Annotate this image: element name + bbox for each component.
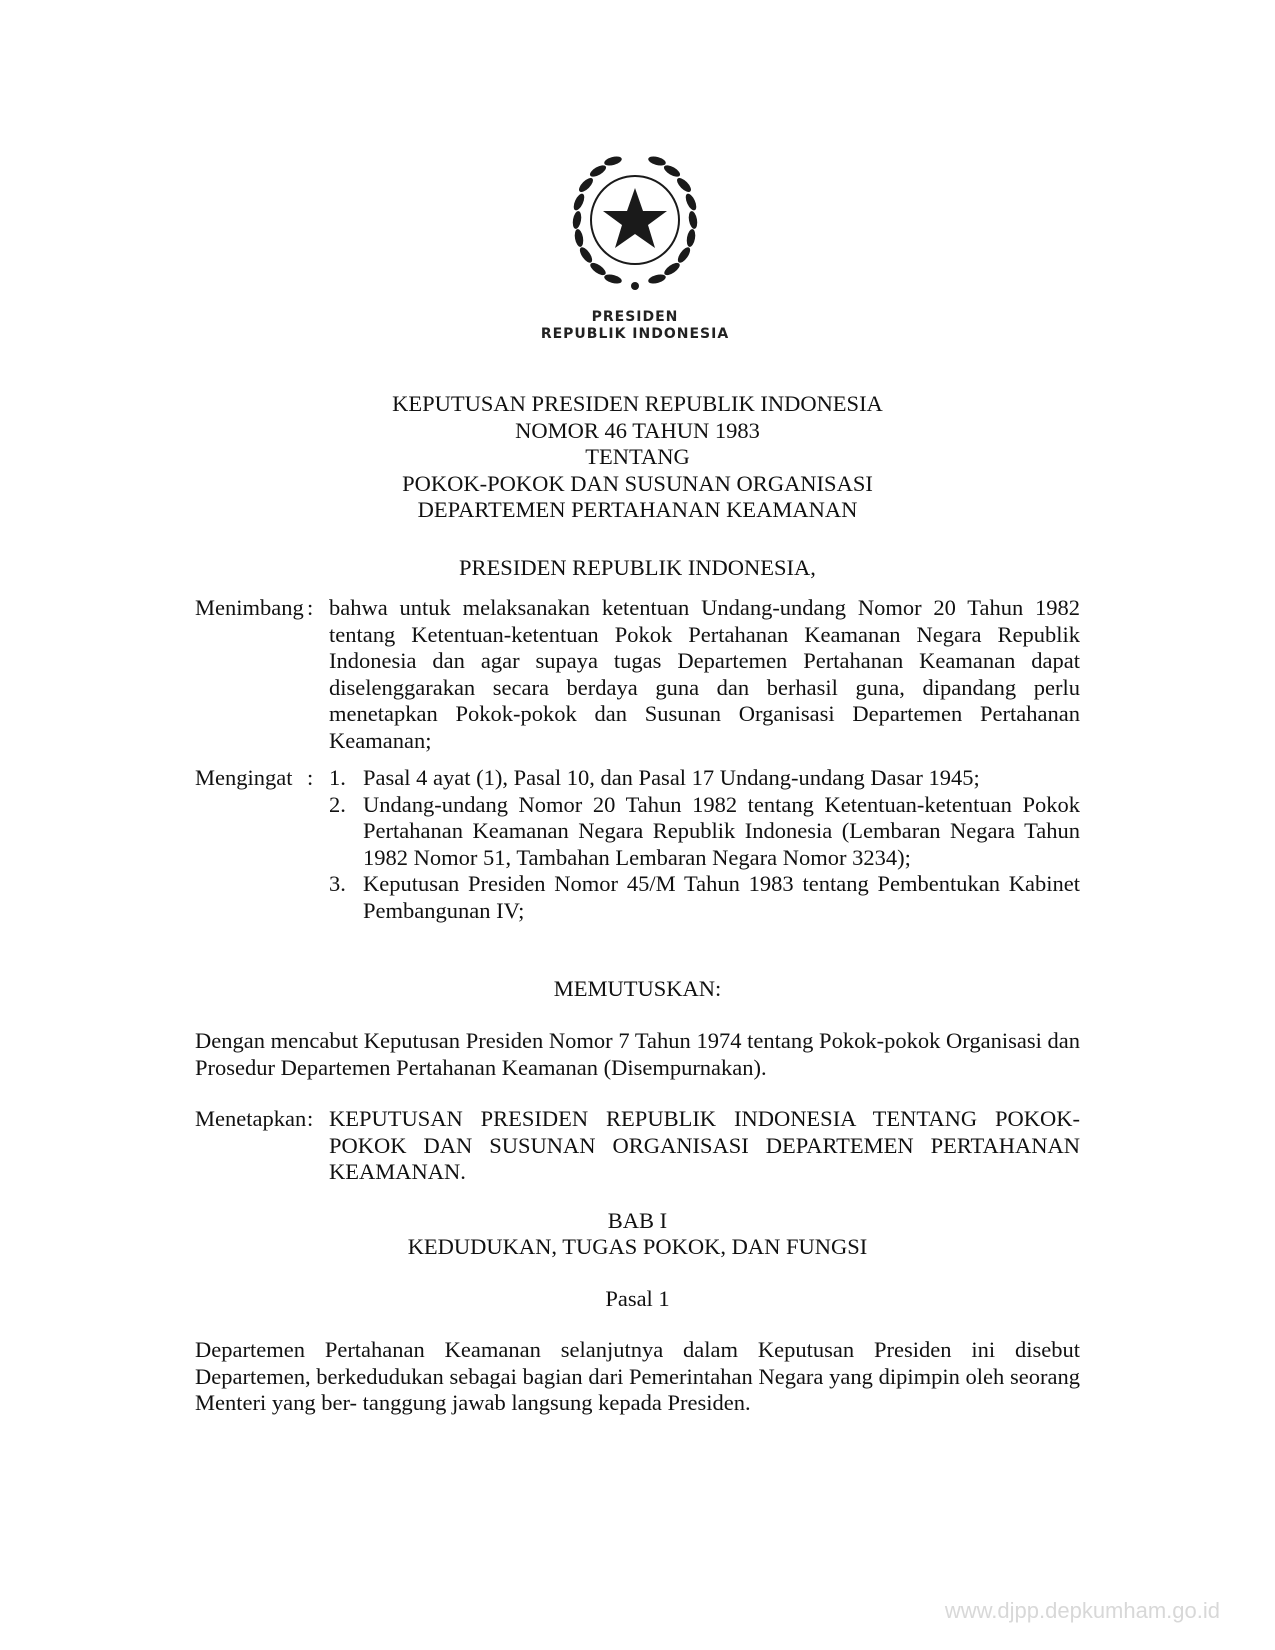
presidential-seal-icon	[555, 140, 715, 300]
menetapkan-colon: :	[307, 1106, 314, 1131]
emblem-caption-line1: PRESIDEN	[591, 309, 679, 325]
salutation: PRESIDEN REPUBLIK INDONESIA,	[459, 555, 816, 580]
list-item-text: Pasal 4 ayat (1), Pasal 10, dan Pasal 17 Undang-undang Dasar 1945;	[363, 765, 980, 790]
mengingat-label: Mengingat	[195, 765, 293, 790]
title-line3: TENTANG	[585, 444, 690, 469]
title-line5: DEPARTEMEN PERTAHANAN KEAMANAN	[417, 497, 858, 522]
title-line2: NOMOR 46 TAHUN 1983	[515, 417, 760, 443]
emblem-caption-line2: REPUBLIK INDONESIA	[540, 326, 730, 342]
mengingat-colon: :	[307, 765, 314, 790]
menetapkan-section	[195, 1106, 1080, 1186]
pasal-text: Departemen Pertahanan Keamanan selanjutnya dalam Keputusan Presiden ini disebut Departemen, berkedudukan sebagai bagian dari Pemerintahan Negara yang dipimpin oleh seorang Menteri yang ber- tanggung jawab langsung kepada Presiden.	[195, 1337, 1080, 1415]
list-item-number: 1.	[329, 765, 346, 790]
menetapkan-label: Menetapkan	[195, 1106, 307, 1131]
menimbang-label: Menimbang	[195, 595, 304, 620]
menimbang-text: bahwa untuk melaksanakan ketentuan Undang-undang Nomor 20 Tahun 1982 tentang Ketentuan-ketentuan Pokok Pertahanan Keamanan Negara Republik Indonesia dan agar supaya tugas Departemen Pertahanan Keamanan dapat diselenggarakan secara berdaya guna dan berhasil guna, dipandang perlu menetapkan Pokok-pokok dan Susunan Organisasi Departemen Pertahanan Keamanan;	[329, 595, 1080, 753]
title-line1: KEPUTUSAN PRESIDEN REPUBLIK INDONESIA	[392, 391, 883, 416]
bab-title: KEDUDUKAN, TUGAS POKOK, DAN FUNGSI	[407, 1234, 868, 1259]
watermark: www.djpp.depkumham.go.id	[944, 1598, 1220, 1623]
list-item	[329, 792, 1080, 872]
dengan-mencabut-paragraph: Dengan mencabut Keputusan Presiden Nomor 7 Tahun 1974 tentang Pokok-pokok Organisasi dan Prosedur Departemen Pertahanan Keamanan (Disempurnakan).	[195, 1028, 1080, 1080]
list-item-text: Keputusan Presiden Nomor 45/M Tahun 1983 tentang Pembentukan Kabinet Pembangunan IV;	[363, 871, 1080, 923]
document-title	[190, 391, 1085, 524]
mengingat-list	[329, 765, 1080, 924]
bab-number: BAB I	[607, 1208, 668, 1233]
list-item	[329, 871, 1080, 924]
emblem-caption	[505, 309, 765, 343]
pasal-title: Pasal 1	[605, 1286, 670, 1311]
memutuskan-heading: MEMUTUSKAN:	[553, 976, 722, 1001]
menetapkan-text: KEPUTUSAN PRESIDEN REPUBLIK INDONESIA TENTANG POKOK-POKOK DAN SUSUNAN ORGANISASI DEPARTEMEN PERTAHANAN KEAMANAN.	[329, 1106, 1080, 1184]
title-line4: POKOK-POKOK DAN SUSUNAN ORGANISASI	[402, 470, 873, 496]
list-item	[329, 765, 1080, 792]
menimbang-section	[195, 595, 1080, 754]
list-item-text: Undang-undang Nomor 20 Tahun 1982 tentang Ketentuan-ketentuan Pokok Pertahanan Keamanan Negara Republik Indonesia (Lembaran Negara Tahun 1982 Nomor 51, Tambahan Lembaran Negara Nomor 3234);	[363, 791, 1080, 870]
menimbang-colon: :	[307, 595, 314, 620]
mengingat-section	[195, 765, 1080, 924]
list-item-number: 2.	[329, 791, 346, 817]
list-item-number: 3.	[329, 871, 346, 896]
